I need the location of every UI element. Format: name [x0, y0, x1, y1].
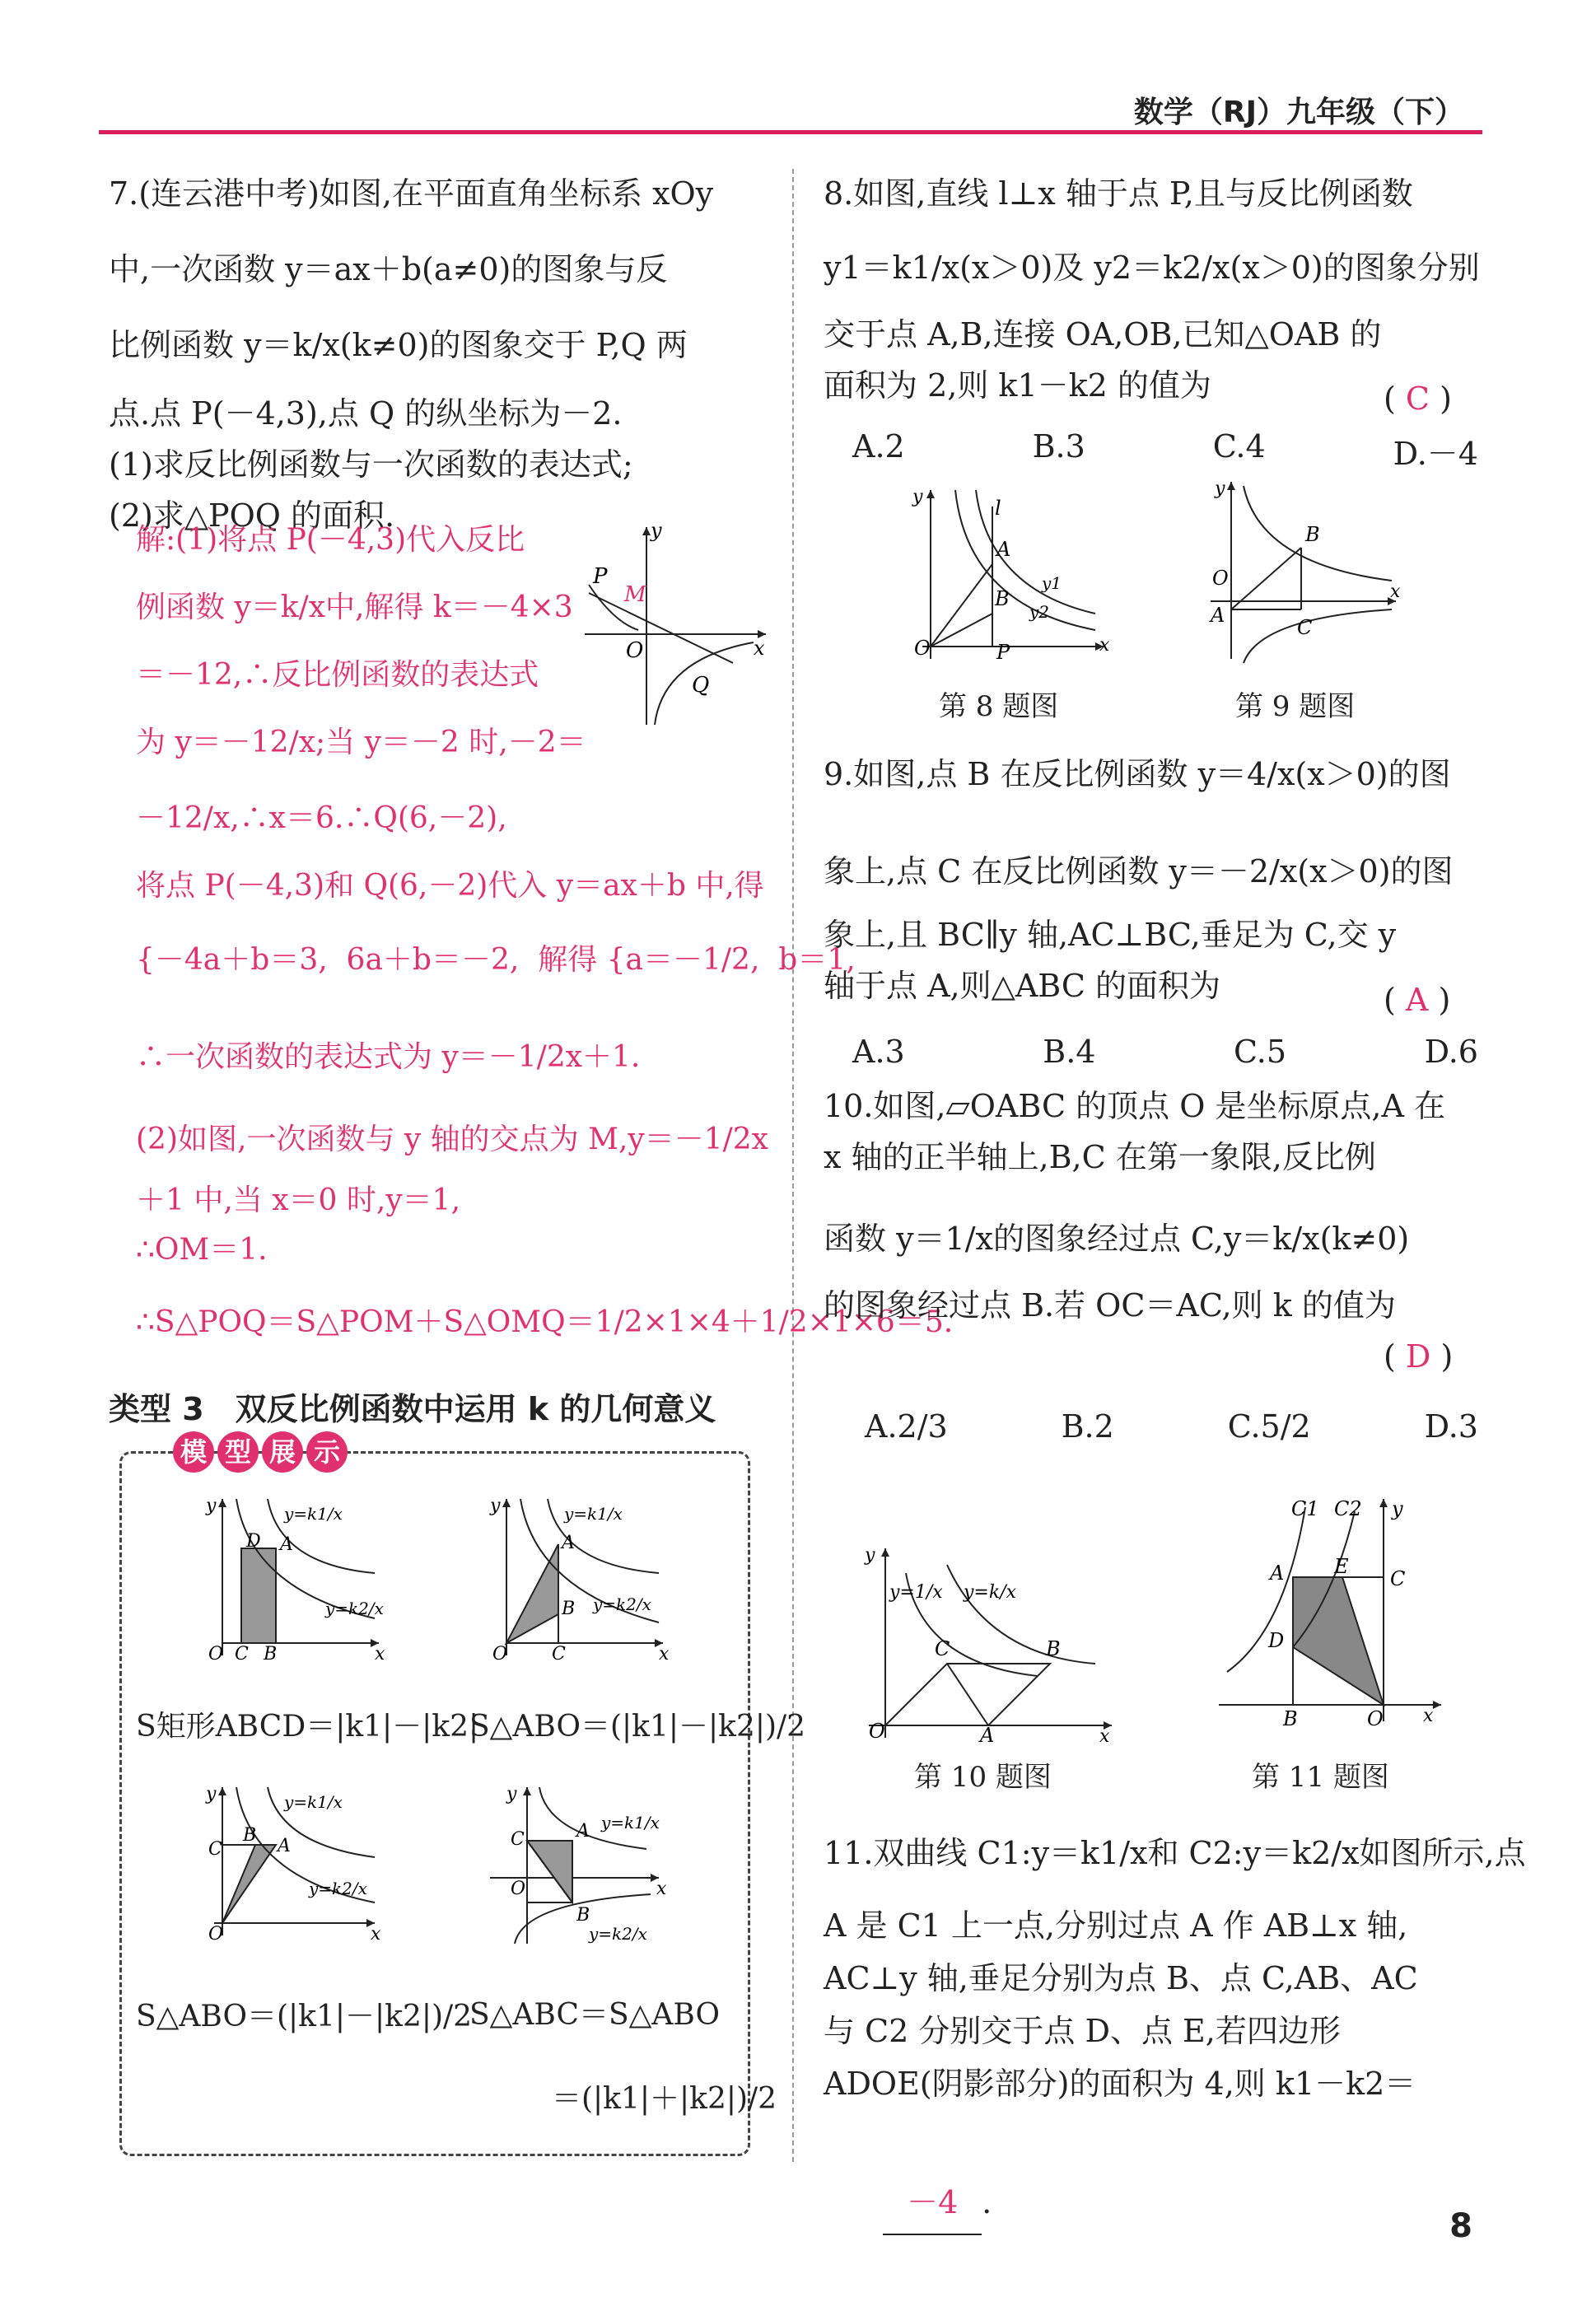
- badge-char: 模: [173, 1431, 214, 1473]
- svg-text:P: P: [996, 641, 1010, 664]
- solution-line: ＝－12,∴反比例函数的表达式: [136, 658, 539, 692]
- q7-line: (2)求△POQ 的面积.: [109, 497, 395, 534]
- svg-text:D: D: [1268, 1629, 1285, 1652]
- svg-text:y1: y1: [1042, 573, 1062, 593]
- svg-text:C: C: [935, 1637, 950, 1660]
- svg-text:O: O: [208, 1644, 224, 1664]
- q9-answer: A: [1405, 982, 1429, 1018]
- svg-text:C: C: [511, 1829, 525, 1850]
- svg-text:A: A: [996, 538, 1011, 561]
- model-formula-2: S△ABO＝(|k1|－|k2|)/2: [469, 1710, 806, 1744]
- svg-text:x: x: [1390, 581, 1401, 602]
- fig10: [848, 1540, 1120, 1746]
- svg-text:O: O: [208, 1924, 224, 1944]
- q11-answer-blank: －4 .: [863, 2108, 992, 2235]
- svg-text:P: P: [593, 564, 608, 589]
- svg-text:l: l: [995, 497, 1001, 520]
- option: C.5: [1234, 1034, 1287, 1070]
- svg-text:y: y: [912, 487, 923, 507]
- svg-text:y=k2/x: y=k2/x: [589, 1924, 647, 1944]
- svg-text:A: A: [1211, 604, 1225, 627]
- page-header-title: 数学（RJ）九年级（下）: [1133, 96, 1464, 129]
- svg-text:y: y: [651, 519, 662, 542]
- svg-text:y=k1/x: y=k1/x: [284, 1504, 343, 1524]
- q8-answer: C: [1405, 380, 1430, 417]
- solution-line: ＋1 中,当 x＝0 时,y＝1,: [136, 1184, 461, 1217]
- svg-text:y2: y2: [1029, 602, 1050, 622]
- svg-text:A: A: [980, 1724, 995, 1746]
- q8-line: 面积为 2,则 k1－k2 的值为: [824, 367, 1211, 404]
- solution-line: －12/x,∴x＝6.∴Q(6,－2),: [136, 801, 507, 835]
- q11-line: 11.双曲线 C1:y＝k1/x和 C2:y＝k2/x如图所示,点: [824, 1835, 1526, 1871]
- svg-text:x: x: [754, 637, 765, 660]
- solution-line: 将点 P(－4,3)和 Q(6,－2)代入 y＝ax＋b 中,得: [136, 869, 764, 903]
- q7-line: 中,一次函数 y＝ax＋b(a≠0)的图象与反: [109, 251, 668, 287]
- solution-line: {－4a＋b＝3, 6a＋b＝－2, 解得 {a＝－1/2, b＝1,: [136, 943, 856, 977]
- svg-text:B: B: [1046, 1637, 1061, 1660]
- option: C.4: [1212, 428, 1266, 465]
- badge-char: 展: [262, 1431, 303, 1473]
- option: A.2: [852, 428, 905, 465]
- fig11: [1211, 1482, 1458, 1738]
- solution-line: ∴S△POQ＝S△POM＋S△OMQ＝1/2×1×4＋1/2×1×6＝5.: [136, 1305, 954, 1339]
- svg-text:y=k1/x: y=k1/x: [564, 1504, 623, 1524]
- question-8: [824, 161, 1480, 411]
- fig8: [898, 482, 1120, 671]
- model-formula-3: S△ABO＝(|k1|－|k2|)/2: [136, 2000, 473, 2033]
- solution-line: 为 y＝－12/x;当 y＝－2 时,－2＝: [136, 726, 586, 759]
- q11-line: AC⊥y 轴,垂足分别为点 B、点 C,AB、AC: [824, 1960, 1418, 1996]
- badge-char: 示: [306, 1431, 348, 1473]
- page-number: 8: [1449, 2207, 1472, 2245]
- svg-text:O: O: [1367, 1707, 1384, 1730]
- svg-text:O: O: [869, 1720, 885, 1743]
- model-figure-rectangle: [202, 1491, 391, 1664]
- svg-text:C: C: [552, 1644, 566, 1664]
- svg-text:A: A: [280, 1534, 293, 1555]
- svg-text:O: O: [914, 637, 931, 660]
- q9-options: [852, 1034, 1478, 1070]
- svg-text:x: x: [1423, 1706, 1434, 1726]
- svg-text:B: B: [1283, 1707, 1298, 1730]
- q10-line: 函数 y＝1/x的图象经过点 C,y＝k/x(k≠0): [824, 1221, 1410, 1257]
- svg-text:B: B: [264, 1644, 278, 1664]
- svg-text:M: M: [624, 582, 646, 607]
- svg-text:x: x: [659, 1644, 670, 1664]
- model-badge: [173, 1431, 348, 1473]
- solution-line: (2)如图,一次函数与 y 轴的交点为 M,y＝－1/2x: [136, 1123, 768, 1156]
- svg-text:y: y: [1392, 1497, 1403, 1520]
- svg-text:y: y: [506, 1784, 517, 1804]
- svg-text:B: B: [562, 1599, 576, 1619]
- svg-text:D: D: [246, 1531, 261, 1552]
- solution-line: ∴一次函数的表达式为 y＝－1/2x＋1.: [136, 1040, 641, 1074]
- svg-text:y: y: [865, 1545, 875, 1566]
- q7-line: 比例函数 y＝k/x(k≠0)的图象交于 P,Q 两: [109, 327, 688, 363]
- q8-answer-paren: ( C ): [1384, 380, 1452, 417]
- q9-line: 轴于点 A,则△ABC 的面积为: [824, 968, 1221, 1004]
- option: A.2/3: [865, 1408, 948, 1445]
- q10-options: [865, 1408, 1478, 1445]
- svg-text:x: x: [371, 1924, 381, 1944]
- q11-line: A 是 C1 上一点,分别过点 A 作 AB⊥x 轴,: [824, 1907, 1408, 1944]
- solution-line: 解:(1)将点 P(－4,3)代入反比: [136, 523, 525, 557]
- q10-answer-paren: ( D ): [1384, 1338, 1454, 1375]
- svg-text:x: x: [656, 1879, 667, 1899]
- svg-text:y: y: [206, 1784, 217, 1804]
- q11-line: ADOE(阴影部分)的面积为 4,则 k1－k2＝: [824, 2066, 1416, 2102]
- solution-line: ∴OM＝1.: [136, 1233, 268, 1267]
- svg-text:y=k1/x: y=k1/x: [284, 1792, 343, 1812]
- svg-text:y=1/x: y=1/x: [889, 1582, 943, 1603]
- question-9: [824, 741, 1454, 1011]
- fig8-caption: 第 8 题图: [939, 690, 1059, 723]
- svg-text:y=k2/x: y=k2/x: [325, 1599, 384, 1618]
- q10-line: x 轴的正半轴上,B,C 在第一象限,反比例: [824, 1139, 1376, 1175]
- svg-text:E: E: [1334, 1555, 1349, 1578]
- svg-text:B: B: [576, 1905, 590, 1926]
- question-11: [824, 1820, 1526, 2110]
- option: B.2: [1061, 1408, 1114, 1445]
- model-figure-triangle-1: [486, 1491, 675, 1664]
- svg-text:B: B: [243, 1825, 257, 1846]
- fig9-caption: 第 9 题图: [1235, 690, 1356, 723]
- svg-text:O: O: [511, 1879, 526, 1899]
- model-formula-1: S矩形ABCD＝|k1|－|k2|: [136, 1710, 479, 1744]
- svg-text:y=k2/x: y=k2/x: [593, 1594, 651, 1614]
- model-formula-5: ＝(|k1|＋|k2|)/2: [552, 2082, 777, 2116]
- q8-line: y1＝k1/x(x＞0)及 y2＝k2/x(x＞0)的图象分别: [824, 250, 1480, 286]
- svg-text:A: A: [576, 1821, 590, 1842]
- svg-text:C: C: [1390, 1567, 1406, 1590]
- svg-text:y: y: [490, 1496, 501, 1516]
- option: B.4: [1043, 1034, 1096, 1070]
- fig10-caption: 第 10 题图: [914, 1761, 1052, 1794]
- option: D.－4: [1393, 436, 1478, 472]
- solution-line: 例函数 y＝k/x中,解得 k＝－4×3: [136, 591, 573, 624]
- svg-text:y: y: [1215, 479, 1225, 499]
- model-figure-triangle-2: [202, 1779, 391, 1944]
- svg-text:O: O: [626, 638, 644, 663]
- option: D.3: [1424, 1408, 1478, 1445]
- model-formula-4: S△ABC＝S△ABO: [469, 1998, 720, 2032]
- svg-text:Q: Q: [692, 673, 710, 698]
- q8-line: 交于点 A,B,连接 OA,OB,已知△OAB 的: [824, 316, 1382, 352]
- q9-line: 9.如图,点 B 在反比例函数 y＝4/x(x＞0)的图: [824, 756, 1451, 792]
- svg-text:x: x: [1099, 635, 1110, 656]
- q9-line: 象上,点 C 在反比例函数 y＝－2/x(x＞0)的图: [824, 853, 1454, 889]
- svg-text:A: A: [278, 1836, 291, 1856]
- q10-line: 10.如图,▱OABC 的顶点 O 是坐标原点,A 在: [824, 1088, 1446, 1124]
- q9-answer-paren: ( A ): [1384, 982, 1451, 1018]
- svg-text:y=k/x: y=k/x: [964, 1582, 1017, 1603]
- svg-text:O: O: [492, 1644, 508, 1664]
- option: B.3: [1032, 428, 1085, 465]
- q10-answer: D: [1405, 1338, 1431, 1375]
- svg-text:C: C: [235, 1644, 249, 1664]
- q7-line: (1)求反比例函数与一次函数的表达式;: [109, 446, 633, 483]
- question-10: [824, 1081, 1445, 1331]
- model-figure-parallelogram: [482, 1779, 679, 1952]
- svg-text:A: A: [562, 1533, 575, 1553]
- svg-text:C: C: [208, 1839, 222, 1860]
- fig11-caption: 第 11 题图: [1252, 1761, 1389, 1794]
- q7-figure: [568, 519, 774, 733]
- svg-text:A: A: [1270, 1562, 1285, 1585]
- option: D.6: [1424, 1034, 1478, 1070]
- q7-line: 点.点 P(－4,3),点 Q 的纵坐标为－2.: [109, 395, 623, 432]
- q9-line: 象上,且 BC∥y 轴,AC⊥BC,垂足为 C,交 y: [824, 917, 1397, 953]
- option: A.3: [852, 1034, 905, 1070]
- svg-text:x: x: [1099, 1726, 1110, 1746]
- q11-answer: －4: [883, 2171, 982, 2235]
- svg-text:y=k1/x: y=k1/x: [601, 1813, 660, 1832]
- option: C.5/2: [1227, 1408, 1311, 1445]
- question-7: [109, 161, 713, 541]
- svg-text:C2: C2: [1334, 1497, 1362, 1520]
- badge-char: 型: [217, 1431, 259, 1473]
- header-rule: [99, 130, 1482, 134]
- q8-options: [852, 428, 1478, 474]
- svg-text:O: O: [1212, 567, 1229, 590]
- fig9: [1194, 474, 1408, 671]
- svg-text:B: B: [1305, 523, 1320, 546]
- svg-text:x: x: [375, 1644, 385, 1664]
- type3-heading: 类型 3 双反比例函数中运用 k 的几何意义: [109, 1391, 716, 1427]
- q8-line: 8.如图,直线 l⊥x 轴于点 P,且与反比例函数: [824, 175, 1413, 212]
- q7-line: 7.(连云港中考)如图,在平面直角坐标系 xOy: [109, 175, 714, 212]
- svg-text:y=k2/x: y=k2/x: [309, 1879, 367, 1898]
- q10-line: 的图象经过点 B.若 OC＝AC,则 k 的值为: [824, 1287, 1396, 1324]
- svg-text:y: y: [206, 1496, 217, 1516]
- q11-line: 与 C2 分别交于点 D、点 E,若四边形: [824, 2013, 1341, 2049]
- svg-text:C: C: [1297, 616, 1313, 639]
- svg-text:C1: C1: [1291, 1497, 1319, 1520]
- svg-text:B: B: [995, 587, 1010, 610]
